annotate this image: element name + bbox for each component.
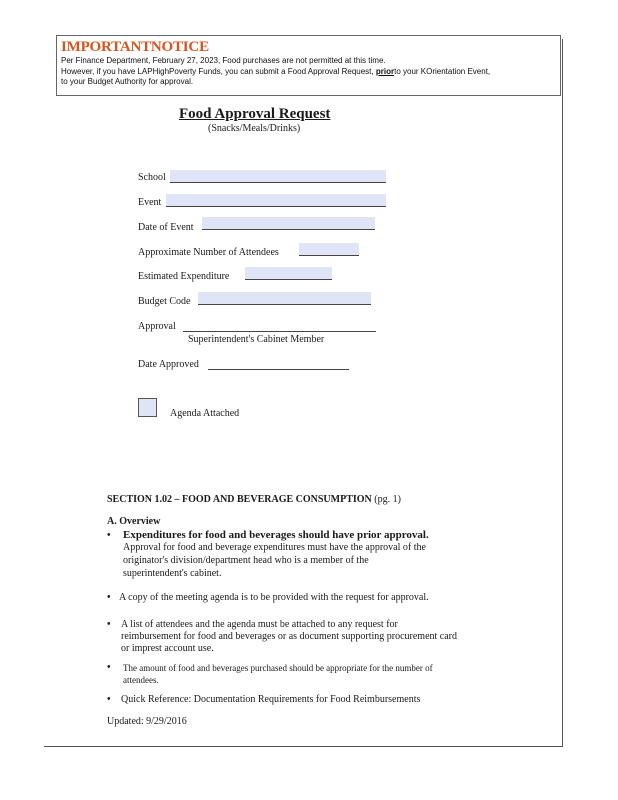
bullet-1-line-3: superintendent's cabinet. — [123, 568, 222, 579]
form-subtitle: (Snacks/Meals/Drinks) — [208, 123, 301, 134]
attendees-label: Approximate Number of Attendees — [138, 247, 279, 258]
date-approved-line[interactable] — [208, 369, 349, 370]
bullet-dot: • — [107, 694, 111, 705]
budget-code-input[interactable] — [198, 292, 371, 305]
notice-line-2 — [61, 67, 556, 78]
approval-caption: Superintendent's Cabinet Member — [188, 334, 325, 345]
bullet-dot: • — [107, 662, 111, 673]
updated-date: Updated: 9/29/2016 — [107, 716, 187, 727]
bullet-prior-approval — [107, 530, 527, 582]
notice-line-2-pre: However, if you have LAPHighPoverty Funds, you can submit a Food Approval Request, — [61, 66, 374, 76]
bullet-attendee-list — [107, 619, 527, 659]
bullet-dot: • — [107, 592, 111, 603]
notice-line-2-post: to your KOrientation Event, — [394, 66, 491, 76]
bullet-4-line-1: The amount of food and beverages purchased should be appropriate for the number of — [123, 663, 433, 673]
bullet-amount-appropriate — [107, 662, 527, 688]
budget-code-label: Budget Code — [138, 296, 191, 307]
bullet-dot: • — [107, 530, 111, 541]
overview-heading: A. Overview — [107, 516, 161, 527]
approval-signature-line[interactable] — [183, 331, 376, 332]
notice-line-3: to your Budget Authority for approval. — [61, 77, 194, 86]
bullet-agenda-copy — [107, 592, 527, 606]
form-title: Food Approval Request — [179, 106, 331, 122]
notice-title: IMPORTANTNOTICE — [61, 39, 209, 55]
school-input[interactable] — [170, 170, 386, 183]
section-heading — [107, 494, 401, 505]
bullet-3-line-3: or imprest account use. — [121, 643, 214, 654]
attendees-input[interactable] — [299, 243, 359, 256]
approval-label: Approval — [138, 321, 176, 332]
bullet-dot: • — [107, 619, 111, 630]
important-notice-box — [56, 35, 561, 96]
date-of-event-label: Date of Event — [138, 222, 194, 233]
bullet-1-line-1: Approval for food and beverage expenditures must have the approval of the — [123, 542, 426, 553]
bullet-1-heading: Expenditures for food and beverages should have prior approval. — [123, 529, 429, 541]
bullet-2-text: A copy of the meeting agenda is to be provided with the request for approval. — [119, 592, 429, 603]
event-label: Event — [138, 197, 162, 208]
bullet-3-line-1: A list of attendees and the agenda must be attached to any request for — [121, 619, 398, 630]
bullet-3-line-2: reimbursement for food and beverages or as document supporting procurement card — [121, 631, 457, 642]
bullet-1-line-2: originator's division/department head who is a member of the — [123, 555, 369, 566]
school-label: School — [138, 172, 166, 183]
agenda-attached-label: Agenda Attached — [170, 408, 240, 419]
section-heading-text: SECTION 1.02 – FOOD AND BEVERAGE CONSUMPTION — [107, 494, 372, 505]
notice-prior-emphasis: prior — [375, 66, 395, 76]
notice-line-1: Per Finance Department, February 27, 2023, Food purchases are not permitted at this time. — [61, 56, 386, 65]
date-approved-label: Date Approved — [138, 359, 199, 370]
bullet-4-line-2: attendees. — [123, 675, 159, 685]
event-input[interactable] — [166, 194, 386, 207]
bullet-quick-reference — [107, 694, 527, 708]
agenda-attached-checkbox[interactable] — [138, 398, 157, 417]
expenditure-input[interactable] — [245, 267, 332, 280]
section-page-ref: (pg. 1) — [374, 494, 401, 505]
date-of-event-input[interactable] — [202, 217, 375, 230]
expenditure-label: Estimated Expenditure — [138, 271, 230, 282]
bullet-5-link[interactable]: Quick Reference: Documentation Requirements for Food Reimbursements — [121, 694, 421, 705]
